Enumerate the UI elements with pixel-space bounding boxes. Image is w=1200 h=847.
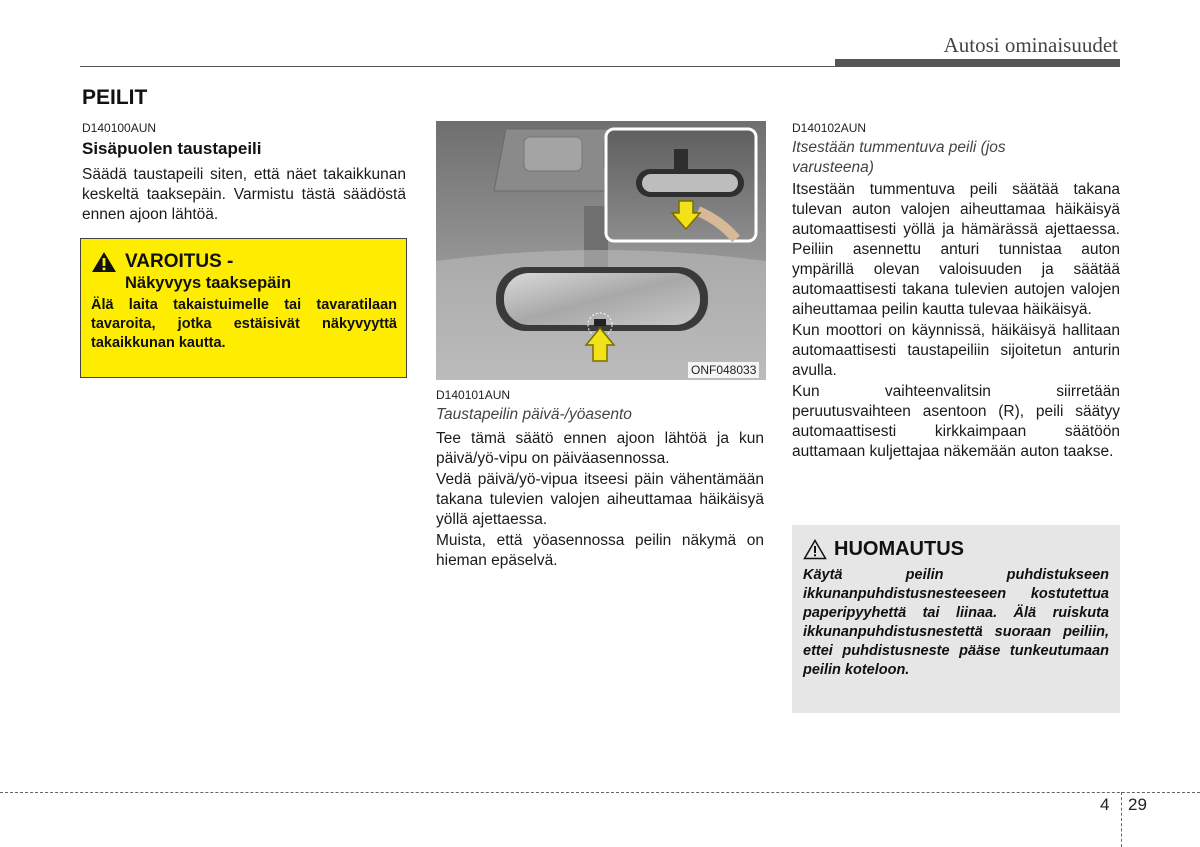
- paragraph: Muista, että yöasennossa peilin näkymä on hieman epäselvä.: [436, 532, 764, 569]
- warning-title: VAROITUS -: [125, 251, 234, 272]
- paragraph: Itsestään tummentuva peili säätää takana tulevan auton valojen aiheuttamaa häikäisyä automaattisesti yöllä ja hämärässä ajettaessa. Peiliin asennettu anturi tunnistaa auton ympärillä olevan valoisuuden ja säätää automaattisesti takana tulevien autojen valojen aiheuttamaa peilin kautta tulevaa häikäisyä.: [792, 181, 1120, 318]
- page-number: 29: [1128, 795, 1147, 814]
- warning-triangle-icon: [91, 251, 117, 273]
- notice-header: [803, 538, 1109, 561]
- header-rule-accent: [835, 59, 1120, 67]
- body-text: [436, 429, 764, 571]
- paragraph: Kun moottori on käynnissä, häikäisyä hallitaan automaattisesti taustapeiliin sijoitetun anturin avulla.: [792, 322, 1120, 379]
- footer-divider: [1121, 792, 1122, 847]
- paragraph: Säädä taustapeili siten, että näet takaikkunan keskeltä taaksepäin. Varmistu tästä säädöstä ennen ajoon lähtöä.: [82, 166, 406, 223]
- section-subtitle: Taustapeilin päivä-/yöasento: [436, 406, 632, 423]
- section-code: D140101AUN: [436, 388, 511, 402]
- section-code: D140100AUN: [82, 121, 157, 135]
- body-text: [792, 180, 1120, 462]
- chapter-number: 4: [1100, 795, 1110, 814]
- body-text: [82, 165, 406, 225]
- section-subtitle: Itsestään tummentuva peili (jos varusteena): [792, 139, 1006, 176]
- footer-rule: [0, 792, 1200, 793]
- paragraph: Vedä päivä/yö-vipua itseesi päin vähentämään takana tulevien valojen aiheuttamaa häikäisyä yöllä ajettaessa.: [436, 471, 764, 528]
- section-title: Autosi ominaisuudet: [943, 33, 1118, 57]
- page-title: PEILIT: [82, 86, 148, 109]
- header-rule: [80, 66, 835, 67]
- warning-text: Älä laita takaistuimelle tai tavaratilaan tavaroita, jotka estäisivät näkyvyyttä takaikkunan kautta.: [91, 297, 397, 351]
- notice-text: Käytä peilin puhdistukseen ikkunanpuhdistusnesteeseen kostutettua paperipyyhettä tai liinaa. Älä ruiskuta ikkunanpuhdistusnestettä suoraan peiliin, ettei puhdistusneste pääse tunkeutumaan peilin koteloon.: [803, 567, 1109, 678]
- section-subtitle: Sisäpuolen taustapeili: [82, 139, 262, 158]
- mirror-figure: [436, 121, 766, 380]
- warning-subtitle: Näkyvyys taaksepäin: [125, 274, 292, 292]
- paragraph: Tee tämä säätö ennen ajoon lähtöä ja kun päivä/yö-vipu on päiväasennossa.: [436, 430, 764, 467]
- notice-title: HUOMAUTUS: [834, 538, 964, 560]
- warning-box: [80, 238, 407, 378]
- figure-code: ONF048033: [688, 362, 759, 378]
- paragraph: Kun vaihteenvalitsin siirretään peruutusvaihteen asentoon (R), peili säätyy automaattisesti kirkkaimpaan säätöön auttamaan kuljettajaa näkemään auton taakse.: [792, 383, 1120, 460]
- notice-box: [792, 525, 1120, 713]
- mirror-illustration: [436, 121, 766, 380]
- section-code: D140102AUN: [792, 121, 867, 135]
- caution-triangle-icon: [803, 539, 827, 560]
- warning-header: [91, 251, 397, 273]
